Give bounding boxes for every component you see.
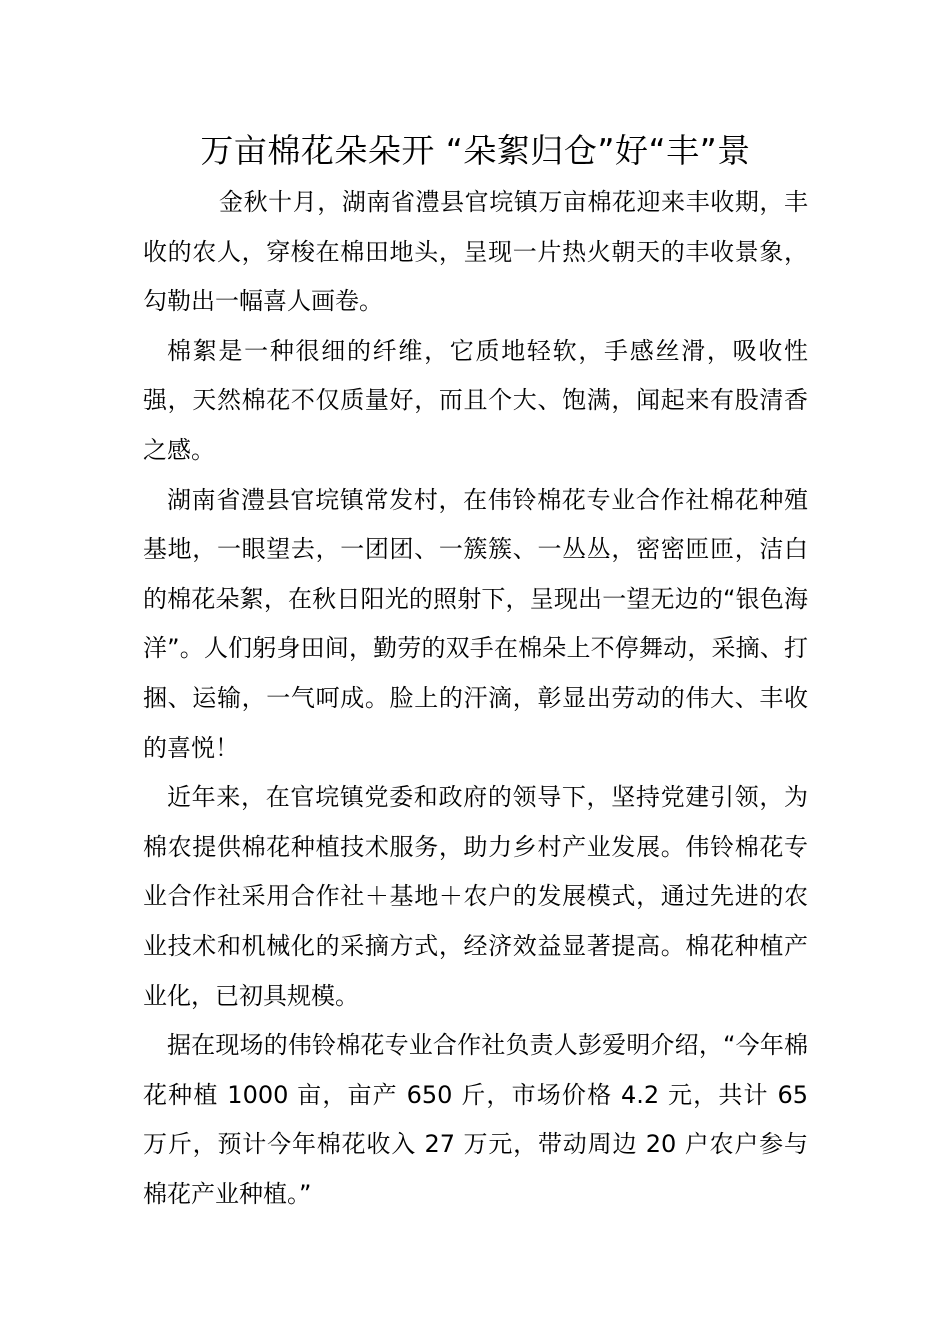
paragraph-cotton-quality: 棉絮是一种很细的纤维，它质地轻软，手感丝滑，吸收性强，天然棉花不仅质量好，而且个大、饱满，闻起来有股清香之感。 [143,336,808,464]
paragraph-development: 近年来，在官垸镇党委和政府的领导下，坚持党建引领，为棉农提供棉花种植技术服务，助力乡村产业发展。伟铃棉花专业合作社采用合作社＋基地＋农户的发展模式，通过先进的农业技术和机械化的采摘方式，经济效益显著提高。棉花种植产业化，已初具规模。 [143,783,808,1010]
paragraph-harvest-intro: 金秋十月，湖南省澧县官垸镇万亩棉花迎来丰收期，丰收的农人，穿梭在棉田地头，呈现一片热火朝天的丰收景象，勾勒出一幅喜人画卷。 [143,188,808,316]
paragraph-changfa-village: 湖南省澧县官垸镇常发村，在伟铃棉花专业合作社棉花种殖基地，一眼望去，一团团、一簇簇、一丛丛，密密匝匝，洁白的棉花朵絮，在秋日阳光的照射下，呈现出一望无边的“银色海洋”。人们躬身田间，勤劳的双手在棉朵上不停舞动，采摘、打捆、运输，一气呵成。脸上的汗滴，彰显出劳动的伟大、丰收的喜悦！ [143,485,808,762]
article-body [143,178,808,1219]
article-title: 万亩棉花朵朵开 “朵絮归仓”好“丰”景 [200,131,751,170]
paragraph-cooperative-quote: 据在现场的伟铃棉花专业合作社负责人彭爱明介绍，“今年棉花种植 1000 亩，亩产 650 斤，市场价格 4.2 元，共计 65 万斤，预计今年棉花收入 27 万元，带动周边 20 户农户参与棉花产业种植。” [143,1031,808,1208]
